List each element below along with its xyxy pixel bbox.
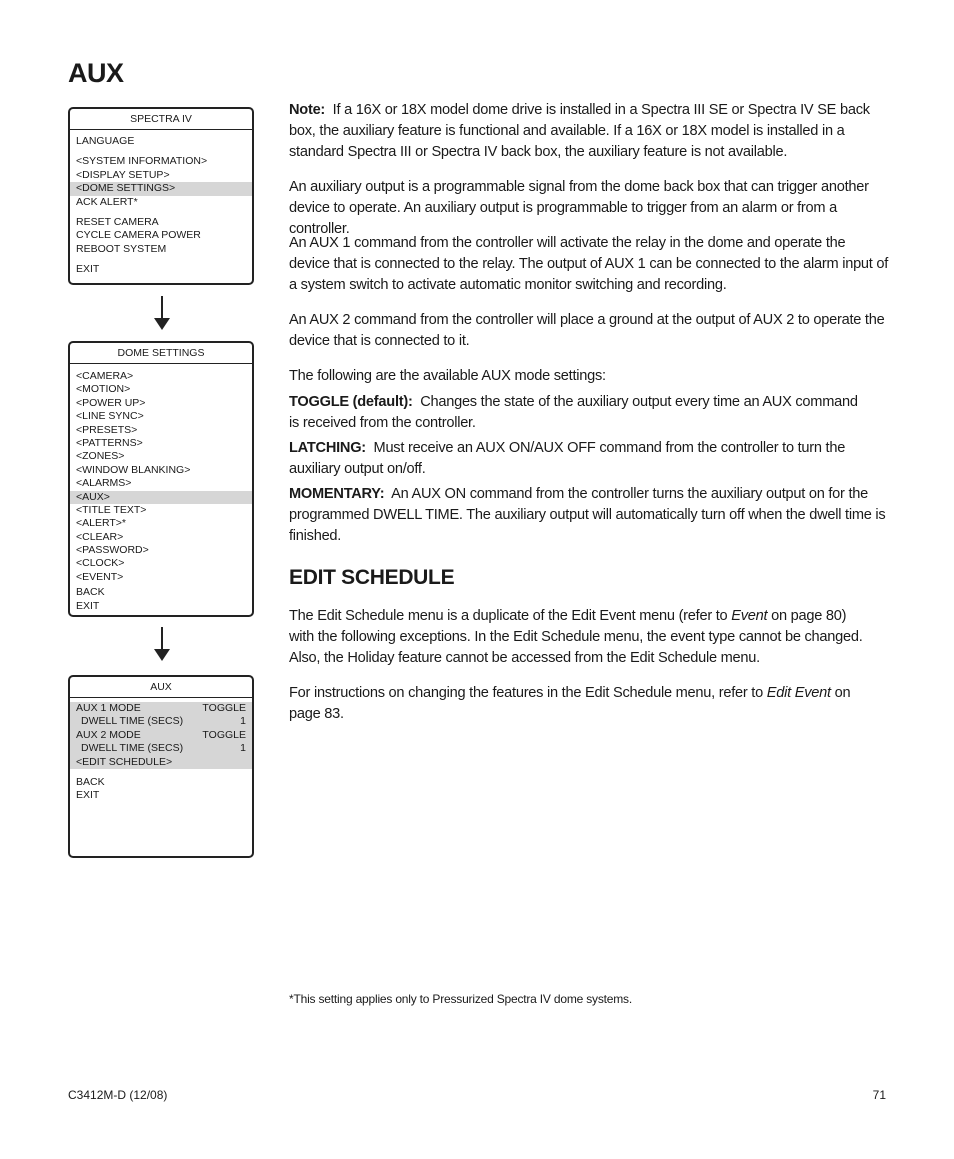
menu-item: <WINDOW BLANKING> — [76, 463, 191, 476]
menu-title: SPECTRA IV — [70, 109, 252, 130]
footnote: *This setting applies only to Pressurized Spectra IV dome systems. — [289, 992, 632, 1006]
menu-title: DOME SETTINGS — [70, 343, 252, 364]
down-arrow-icon — [154, 627, 170, 663]
menu-title: AUX — [70, 677, 252, 698]
aux-setting-row: AUX 2 MODE TOGGLE — [76, 728, 246, 741]
menu-item: EXIT — [76, 263, 100, 276]
menu-item: <ZONES> — [76, 450, 125, 463]
menu-item: <PATTERNS> — [76, 436, 143, 449]
aux-setting-row: AUX 1 MODE TOGGLE — [76, 702, 246, 714]
dome-settings-menu-panel — [68, 341, 254, 617]
menu-item: <ALARMS> — [76, 477, 132, 490]
menu-item: CYCLE CAMERA POWER — [76, 229, 201, 242]
menu-item: BACK — [76, 586, 105, 599]
mode-toggle-paragraph: TOGGLE (default): Changes the state of the auxiliary output every time an AUX command is received from the controller. — [289, 394, 858, 431]
menu-item: <EVENT> — [76, 570, 124, 583]
menu-item: <SYSTEM INFORMATION> — [76, 155, 208, 168]
aux-setting-row: DWELL TIME (SECS) 1 — [81, 715, 246, 728]
aux-setting-row: DWELL TIME (SECS) 1 — [81, 742, 246, 755]
menu-item: <DISPLAY SETUP> — [76, 168, 170, 181]
note-paragraph: Note: If a 16X or 18X model dome drive is installed in a Spectra III SE or Spectra IV SE back box, the auxiliary feature is functional and available. If a 16X or 18X model is installed in a standard Spectra III or Spectra IV back box, the auxiliary feature is not available. — [289, 102, 870, 160]
menu-item: <PASSWORD> — [76, 544, 149, 557]
section-heading: EDIT SCHEDULE — [289, 566, 455, 589]
menu-item: <TITLE TEXT> — [76, 503, 147, 516]
body-paragraph: An auxiliary output is a programmable signal from the dome back box that can trigger another device to operate. An auxiliary output is programmable to trigger from an alarm or from a controller. — [289, 179, 869, 237]
menu-item: EXIT — [76, 789, 100, 802]
menu-item: REBOOT SYSTEM — [76, 242, 167, 255]
menu-item-highlighted: <DOME SETTINGS> — [70, 182, 252, 195]
menu-item: <CLEAR> — [76, 530, 124, 543]
aux-menu-panel — [68, 675, 254, 858]
menu-item: <MOTION> — [76, 383, 131, 396]
menu-item: <POWER UP> — [76, 396, 146, 409]
spectra-menu-panel — [68, 107, 254, 285]
document-id: C3412M-D (12/08) — [68, 1088, 168, 1102]
menu-item: ACK ALERT* — [76, 195, 138, 208]
menu-item: <CAMERA> — [76, 370, 134, 382]
menu-item: EXIT — [76, 599, 100, 612]
page-number: 71 — [872, 1088, 886, 1102]
edit-schedule-paragraph: For instructions on changing the features in the Edit Schedule menu, refer to Edit Event on page 83. — [289, 685, 851, 722]
edit-schedule-paragraph: The Edit Schedule menu is a duplicate of the Edit Event menu (refer to Event on page 80) with the following exceptions. In the Edit Schedule menu, the event type cannot be changed. Also, the Holiday feature cannot be accessed from the Edit Schedule menu. — [289, 608, 863, 666]
body-paragraph: An AUX 2 command from the controller will place a ground at the output of AUX 2 to operate the device that is connected to it. — [289, 312, 885, 349]
menu-item: BACK — [76, 775, 105, 788]
menu-item-highlighted: <AUX> — [70, 491, 252, 504]
down-arrow-icon — [154, 296, 170, 332]
menu-item: <ALERT>* — [76, 517, 127, 530]
menu-item: RESET CAMERA — [76, 215, 159, 228]
menu-item: <LINE SYNC> — [76, 410, 144, 423]
mode-momentary-paragraph: MOMENTARY: An AUX ON command from the controller turns the auxiliary output on for the programmed DWELL TIME. The auxiliary output will automatically turn off when the dwell time is finished. — [289, 486, 886, 544]
page-title: AUX — [68, 58, 124, 88]
aux-setting-row: <EDIT SCHEDULE> — [76, 755, 173, 768]
menu-item: <CLOCK> — [76, 557, 125, 570]
menu-item: LANGUAGE — [76, 135, 135, 147]
menu-item: <PRESETS> — [76, 423, 138, 436]
mode-latching-paragraph: LATCHING: Must receive an AUX ON/AUX OFF command from the controller to turn the auxiliary output on/off. — [289, 440, 846, 477]
body-paragraph: The following are the available AUX mode settings: — [289, 368, 606, 384]
body-paragraph: An AUX 1 command from the controller will activate the relay in the dome and operate the device that is connected to the relay. The output of AUX 1 can be connected to the alarm input of a system switch to activate automatic monitor switching and recording. — [289, 235, 889, 293]
